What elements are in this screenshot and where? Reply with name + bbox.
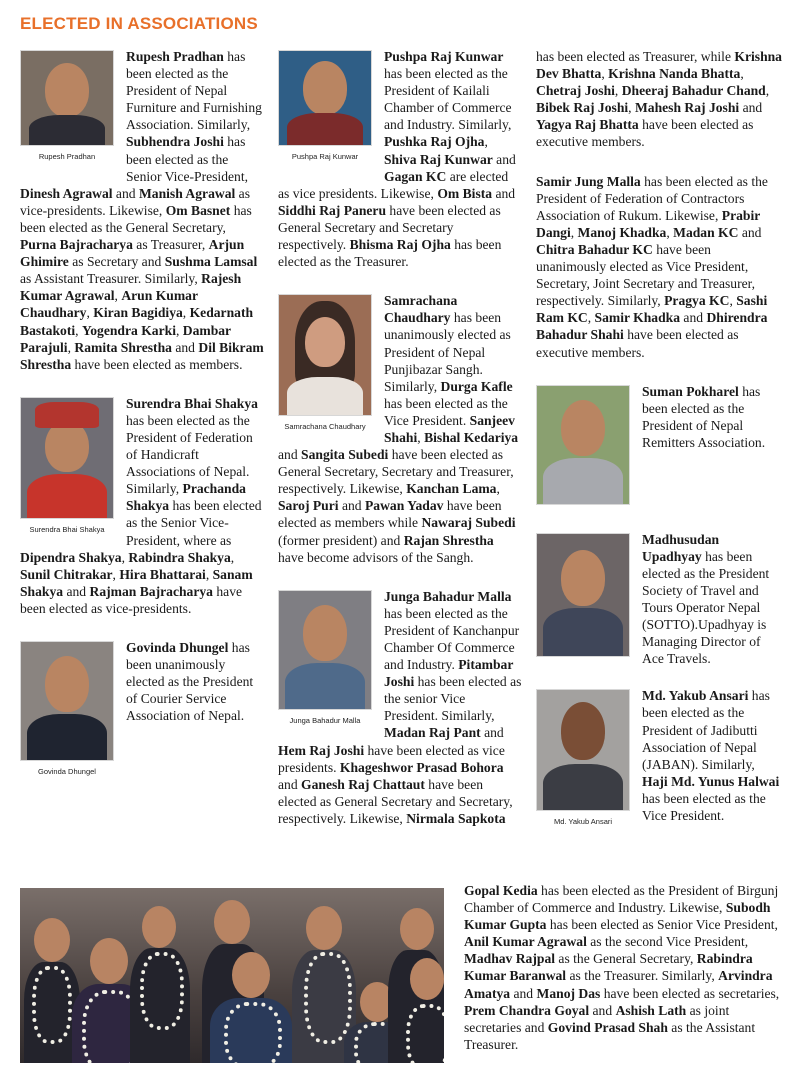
article-madhusudan-upadhyay: Madhusudan Upadhyay has been elected as the President Society of Travel and Tours Operator Nepal (SOTTO).Upadhyay is Managing Director of Ace Travels. — [536, 531, 782, 668]
photo-madhusudan-upadhyay — [536, 533, 630, 657]
article-yakub-ansari: Md. Yakub Ansari Md. Yakub Ansari has been elected as the President of Jadibutti Association of Nepal (JABAN). Similarly, Haji Md. Yunus Halwai has been elected as the Vice President. — [536, 687, 782, 836]
photo-caption: Md. Yakub Ansari — [553, 817, 613, 827]
photo-govinda-dhungel — [20, 641, 114, 780]
article-surendra-bhai-shakya: Surendra Bhai Shakya Surendra Bhai Shakya has been elected as the President of Federation of Handicraft Associations of Nepal. Similarly, Prachanda Shakya has been elected as the Senior Vice-President, where as Dipendra Shakya, Rabindra Shakya, Sunil Chitrakar, Hira Bhattarai, Sanam Shakya and Rajman Bajracharya have been elected as vice-presidents. — [20, 395, 262, 616]
photo-yakub-ansari — [536, 689, 630, 830]
article-gopal-kedia: Gopal Kedia has been elected as the President of Birgunj Chamber of Commerce and Industry. Likewise, Subodh Kumar Gupta has been elected as Senior Vice President, Anil Kumar Agrawal as the second Vice President, Madhav Rajpal as the General Secretary, Rabindra Kumar Baranwal as the Treasurer. Similarly, Arvindra Amatya and Manoj Das have been elected as secretaries, Prem Chandra Goyal and Ashish Lath as joint secretaries and Govind Prasad Shah as the Assistant Treasurer. — [464, 883, 780, 1052]
photo-caption: Samrachana Chaudhary — [284, 422, 366, 432]
article-junga-bahadur-malla: Junga Bahadur Malla Junga Bahadur Malla has been elected as the President of Kanchanpur Chamber Of Commerce and Industry. Pitambar Joshi has been elected as the senior Vice President. Similarly, Madan Raj Pant and Hem Raj Joshi have been elected as vice presidents. Khageshwor Prasad Bohora and Ganesh Raj Chattaut have been elected as General Secretary and Secretary, respectively. Likewise, Nirmala Sapkota — [278, 588, 522, 826]
article-continuation: has been elected as Treasurer, while Krishna Dev Bhatta, Krishna Nanda Bhatta, Chetraj Joshi, Dheeraj Bahadur Chand, Bibek Raj Joshi, Mahesh Raj Joshi and Yagya Raj Bhatta have been elected as executive members. — [536, 49, 782, 150]
column-2 — [278, 48, 522, 849]
photo-pushpa-raj-kunwar — [278, 50, 372, 165]
photo-rupesh-pradhan — [20, 50, 114, 165]
article-samrachana-chaudhary: Samrachana Chaudhary Samrachana Chaudhary has been unanimously elected as President of Nepal Punjibazar Sangh. Similarly, Durga Kafle has been elected as the Vice President. Sanjeev Shahi, Bishal Kedariya and Sangita Subedi have been elected as General Secretary, Secretary and Treasurer, respectively. Likewise, Kanchan Lama, Saroj Puri and Pawan Yadav have been elected as members while Nawaraj Subedi (former president) and Rajan Shrestha have become advisors of the Sangh. — [278, 293, 519, 565]
photo-caption: Pushpa Raj Kunwar — [291, 152, 359, 161]
article-rupesh-pradhan: Rupesh Pradhan Rupesh Pradhan has been elected as the President of Nepal Furniture and Furnishing Association. Similarly, Subhendra Joshi has been elected as the Senior Vice-President, Dinesh Agrawal and Manish Agrawal as vice-presidents. Likewise, Om Basnet has been elected as the General Secretary, Purna Bajracharya as Treasurer, Arjun Ghimire as Secretary and Sushma Lamsal as Assistant Treasurer. Similarly, Rajesh Kumar Agrawal, Arun Kumar Chaudhary, Kiran Bagidiya, Kedarnath Bastakoti, Yogendra Karki, Dambar Parajuli, Ramita Shrestha and Dil Bikram Shrestha have been elected as members. — [20, 49, 264, 372]
photo-surendra-bhai-shakya — [20, 397, 114, 538]
photo-caption: Surendra Bhai Shakya — [29, 524, 105, 534]
section-title: ELECTED IN ASSOCIATIONS — [20, 14, 258, 33]
photo-caption: Junga Bahadur Malla — [289, 715, 361, 725]
column-1 — [20, 48, 264, 808]
photo-junga-bahadur-malla — [278, 590, 372, 729]
photo-suman-pokharel — [536, 385, 630, 505]
column-3 — [536, 48, 782, 858]
article-pushpa-raj-kunwar: Pushpa Raj Kunwar Pushpa Raj Kunwar has been elected as the President of Kailali Chamber of Commerce and Industry. Similarly, Pushka Raj Ojha, Shiva Raj Kunwar and Gagan KC are elected as vice presidents. Likewise, Om Bista and Siddhi Raj Paneru have been elected as General Secretary and Secretary respectively. Bhisma Raj Ojha has been elected as the Treasurer. — [278, 49, 516, 270]
article-suman-pokharel: Suman Pokharel has been elected as the President of Nepal Remitters Association. — [536, 383, 782, 511]
photo-caption: Govinda Dhungel — [38, 767, 96, 776]
article-samir-jung-malla: Samir Jung Malla has been elected as the President of Federation of Contractors Association of Rukum. Likewise, Prabir Dangi, Manoj Khadka, Madan KC and Chitra Bahadur KC have been unanimously elected as Vice President, Secretary, Joint Secretary and Treasurer, respectively. Similarly, Pragya KC, Sashi Ram KC, Samir Khadka and Dhirendra Bahadur Shahi have been elected as executive members. — [536, 173, 768, 360]
article-govinda-dhungel: Govinda Dhungel Govinda Dhungel has been unanimously elected as the President of Courier Service Association of Nepal. — [20, 639, 264, 786]
photo-caption: Rupesh Pradhan — [38, 152, 96, 161]
photo-samrachana-chaudhary — [278, 294, 372, 435]
group-photo-birgunj-chamber — [20, 888, 444, 1063]
